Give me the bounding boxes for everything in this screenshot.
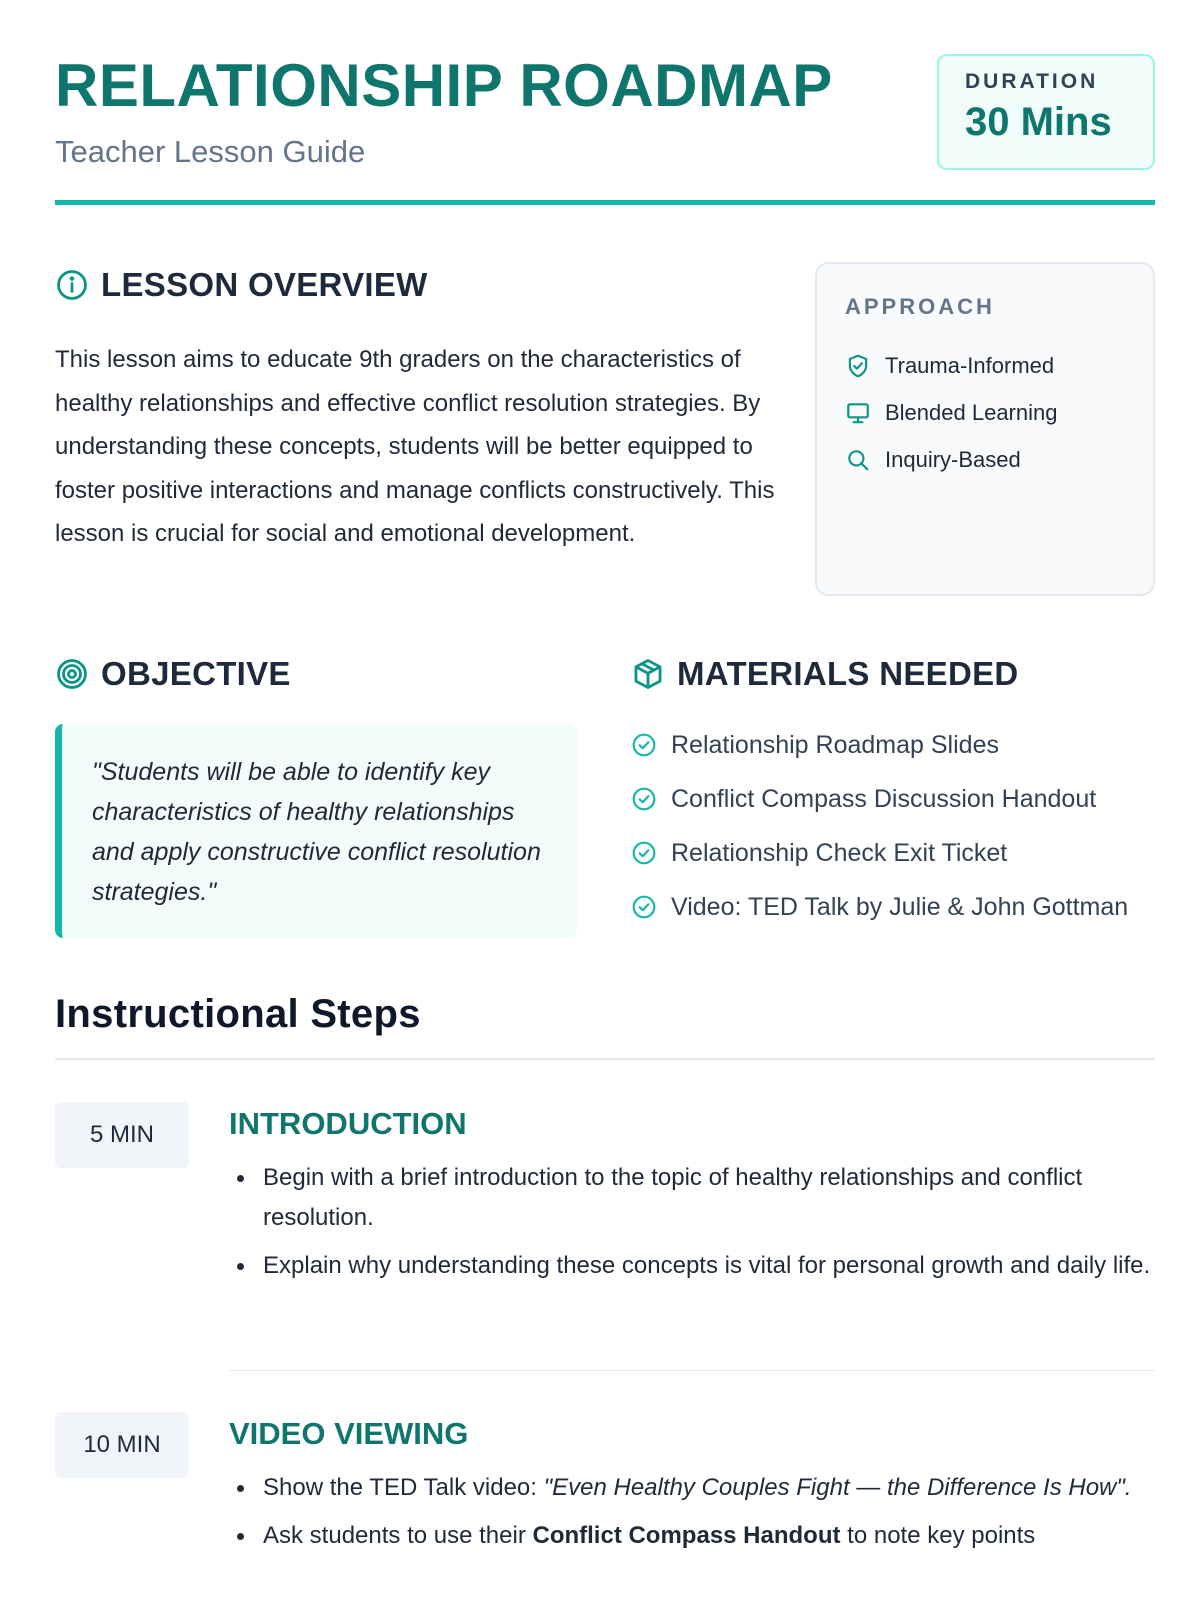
step-body: [229, 1102, 1155, 1294]
search-icon: [845, 447, 871, 473]
info-icon: [55, 268, 89, 302]
step-divider: [229, 1370, 1155, 1371]
step-bullet: Explain why understanding these concepts is vital for personal growth and daily life.: [229, 1246, 1155, 1286]
approach-item-label: Blended Learning: [885, 399, 1058, 425]
overview-heading-text: LESSON OVERVIEW: [101, 266, 428, 303]
check-circle-icon: [631, 732, 657, 758]
material-item-label: Relationship Check Exit Ticket: [671, 838, 1008, 867]
video-title: "Even Healthy Couples Fight — the Difference Is How".: [543, 1474, 1132, 1501]
material-item: [631, 718, 1155, 772]
steps-divider: [55, 1058, 1155, 1060]
step-bullet: [229, 1468, 1155, 1508]
material-item: [631, 880, 1155, 934]
package-icon: [631, 657, 665, 691]
check-circle-icon: [631, 840, 657, 866]
material-item-label: Relationship Roadmap Slides: [671, 730, 999, 759]
bullet-text: Ask students to use their: [263, 1522, 533, 1549]
check-circle-icon: [631, 894, 657, 920]
page-subtitle: Teacher Lesson Guide: [55, 134, 366, 169]
monitor-icon: [845, 400, 871, 426]
material-item: [631, 772, 1155, 826]
objective-heading: [55, 655, 291, 693]
objective-quote: [55, 724, 577, 938]
materials-list: [631, 718, 1155, 934]
step-bullets: [229, 1468, 1155, 1556]
page-title: RELATIONSHIP ROADMAP: [55, 52, 833, 119]
approach-item-label: Trauma-Informed: [885, 352, 1055, 378]
target-icon: [55, 657, 89, 691]
materials-heading: [631, 655, 1019, 693]
approach-label: APPROACH: [845, 294, 995, 319]
step-duration-badge: 5 MIN: [55, 1102, 189, 1168]
duration-value: 30 Mins: [965, 100, 1112, 144]
step-bullet: [229, 1516, 1155, 1556]
bullet-text: Show the TED Talk video:: [263, 1474, 544, 1501]
step-body: [229, 1412, 1155, 1564]
approach-card: [815, 262, 1155, 596]
approach-item: [845, 389, 1153, 436]
step-name: VIDEO VIEWING: [229, 1416, 469, 1451]
approach-list: [845, 342, 1153, 483]
materials-heading-text: MATERIALS NEEDED: [677, 655, 1019, 692]
approach-item: [845, 342, 1153, 389]
material-item: [631, 826, 1155, 880]
duration-badge: [937, 54, 1155, 170]
approach-item: [845, 436, 1153, 483]
material-item-label: Conflict Compass Discussion Handout: [671, 784, 1097, 813]
bullet-text: to note key points: [840, 1522, 1036, 1549]
check-circle-icon: [631, 786, 657, 812]
overview-heading: [55, 266, 428, 304]
approach-item-label: Inquiry-Based: [885, 446, 1021, 472]
overview-text: This lesson aims to educate 9th graders on the characteristics of healthy relationships and effective conflict resolution strategies. By understanding these concepts, students will be better equipped to foster positive interactions and manage conflicts constructively. This lesson is crucial for social and emotional development.: [55, 346, 775, 547]
lesson-guide-page: [55, 0, 1155, 1600]
objective-text: "Students will be able to identify key characteristics of healthy relationships and apply constructive conflict resolution strategies.": [92, 758, 541, 906]
objective-heading-text: OBJECTIVE: [101, 655, 291, 692]
step-duration-badge: 10 MIN: [55, 1412, 189, 1478]
handout-name: Conflict Compass Handout: [532, 1522, 841, 1549]
material-item-label: Video: TED Talk by Julie & John Gottman: [671, 892, 1129, 921]
header: [55, 52, 1155, 207]
shield-check-icon: [845, 353, 871, 379]
header-divider: [55, 200, 1155, 205]
step-name: INTRODUCTION: [229, 1106, 467, 1141]
steps-heading: Instructional Steps: [55, 992, 421, 1036]
duration-label: DURATION: [965, 70, 1099, 93]
step-bullets: [229, 1158, 1155, 1286]
step-bullet: Begin with a brief introduction to the topic of healthy relationships and conflict resolution.: [229, 1158, 1155, 1238]
